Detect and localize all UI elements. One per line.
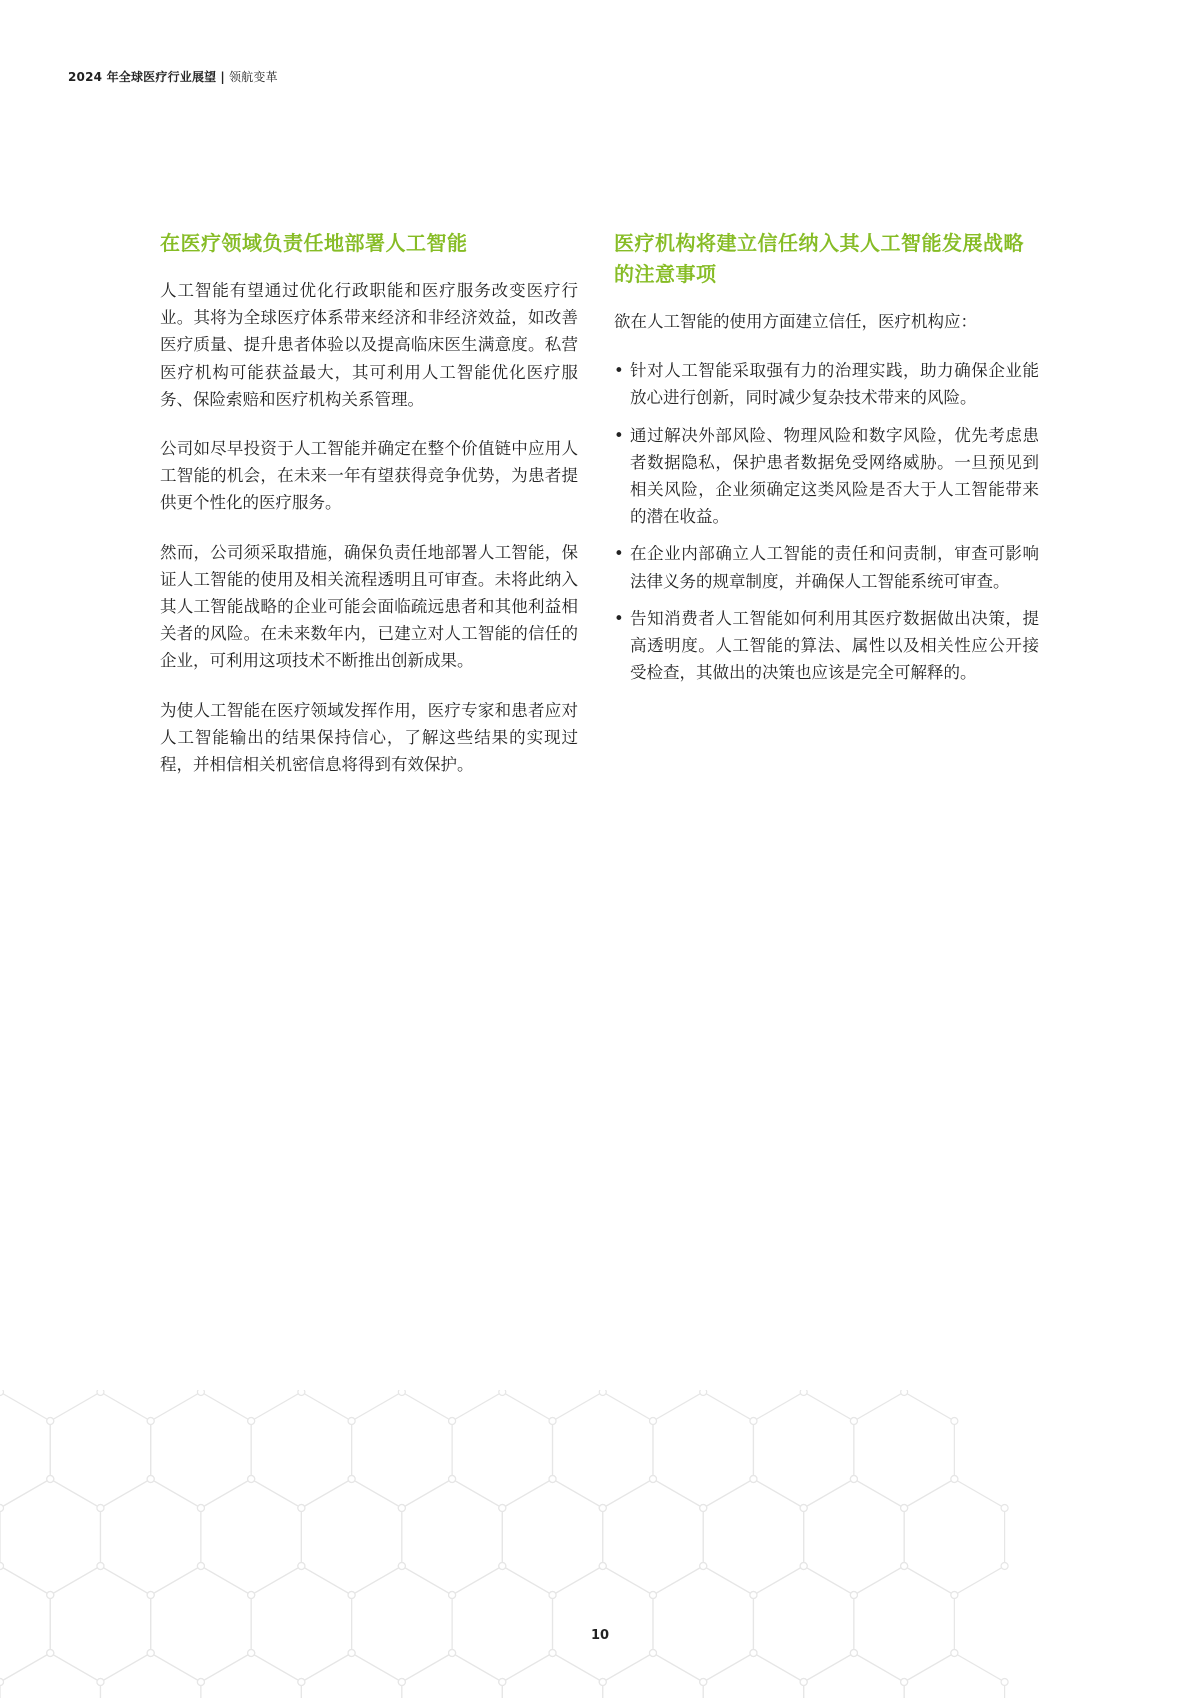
hex-node: [97, 1679, 104, 1686]
hex-node: [1001, 1563, 1008, 1570]
hex-node: [800, 1563, 807, 1570]
list-item-text: 通过解决外部风险、物理风险和数字风险，优先考虑患者数据隐私，保护患者数据免受网络威胁。一旦预见到相关风险，企业须确定这类风险是否大于人工智能带来的潜在收益。: [630, 425, 1039, 527]
hex-node: [97, 1563, 104, 1570]
chapter-title: 领航变革: [228, 70, 278, 84]
hex-node: [800, 1390, 807, 1396]
hex-node: [901, 1505, 908, 1512]
hex-cell: [352, 1392, 452, 1508]
hex-cell: [0, 1566, 50, 1682]
hex-cell: [402, 1653, 502, 1698]
hex-node: [348, 1476, 355, 1483]
hex-node: [398, 1679, 405, 1686]
hex-node: [951, 1592, 958, 1599]
hex-node: [147, 1476, 154, 1483]
hex-cell: [603, 1653, 703, 1698]
section-heading-left: 在医疗领域负责任地部署人工智能: [160, 231, 468, 255]
hex-node: [850, 1418, 857, 1425]
section-heading-right: 医疗机构将建立信任纳入其人工智能发展战略的注意事项: [614, 231, 1024, 286]
hex-cell: [201, 1479, 301, 1595]
hex-node: [147, 1650, 154, 1657]
hex-node: [850, 1650, 857, 1657]
hex-node: [850, 1476, 857, 1483]
list-item: [614, 605, 1039, 687]
hex-node: [0, 1563, 4, 1570]
hex-node: [649, 1418, 656, 1425]
bullet-list: [614, 357, 1039, 686]
report-title: 2024 年全球医疗行业展望: [68, 70, 217, 84]
list-item: [614, 422, 1039, 531]
hex-node: [499, 1390, 506, 1396]
hex-node: [248, 1418, 255, 1425]
hex-cell: [251, 1392, 351, 1508]
hex-node: [951, 1418, 958, 1425]
hex-node: [599, 1679, 606, 1686]
running-header: [68, 68, 278, 85]
hex-cell: [352, 1566, 452, 1682]
bullet-icon: •: [614, 608, 624, 628]
hex-cell: [100, 1653, 200, 1698]
hex-node: [549, 1650, 556, 1657]
hex-cell: [0, 1479, 100, 1595]
hex-node: [398, 1563, 405, 1570]
hex-node: [800, 1679, 807, 1686]
hex-node: [298, 1390, 305, 1396]
hex-node: [97, 1505, 104, 1512]
hex-node: [449, 1476, 456, 1483]
hex-cell: [100, 1479, 200, 1595]
hex-node: [700, 1679, 707, 1686]
hex-node: [1001, 1679, 1008, 1686]
hex-node: [47, 1650, 54, 1657]
hex-node: [298, 1679, 305, 1686]
right-column: [614, 228, 1039, 696]
left-column: [160, 228, 578, 800]
hex-node: [449, 1650, 456, 1657]
hex-node: [951, 1650, 958, 1657]
hex-cell: [854, 1392, 954, 1508]
hex-node: [649, 1476, 656, 1483]
list-item: [614, 540, 1039, 594]
hex-node: [248, 1592, 255, 1599]
bullet-icon: •: [614, 361, 624, 381]
hex-node: [599, 1505, 606, 1512]
hex-cell: [703, 1653, 803, 1698]
hex-node: [649, 1650, 656, 1657]
intro-paragraph: 欲在人工智能的使用方面建立信任，医疗机构应：: [614, 312, 977, 331]
hex-node: [398, 1390, 405, 1396]
list-item-text: 告知消费者人工智能如何利用其医疗数据做出决策，提高透明度。人工智能的算法、属性以及相关性应公开接受检查，其做出的决策也应该是完全可解释的。: [630, 608, 1039, 683]
hex-node: [700, 1390, 707, 1396]
hex-node: [449, 1592, 456, 1599]
bullet-icon: •: [614, 425, 624, 445]
hex-node: [649, 1592, 656, 1599]
hex-node: [147, 1592, 154, 1599]
hex-node: [0, 1505, 4, 1512]
hex-node: [901, 1390, 908, 1396]
hex-node: [499, 1505, 506, 1512]
hex-node: [398, 1505, 405, 1512]
list-item-text: 在企业内部确立人工智能的责任和问责制，审查可影响法律义务的规章制度，并确保人工智能系统可审查。: [630, 544, 1039, 591]
paragraph: 为使人工智能在医疗领域发挥作用，医疗专家和患者应对人工智能输出的结果保持信心，了解这些结果的实现过程，并相信相关机密信息将得到有效保护。: [160, 700, 578, 775]
header-separator: |: [220, 70, 225, 84]
hex-node: [248, 1476, 255, 1483]
hex-node: [599, 1390, 606, 1396]
hex-node: [97, 1390, 104, 1396]
hex-node: [298, 1563, 305, 1570]
hex-cell: [452, 1392, 552, 1508]
hex-cell: [854, 1566, 954, 1682]
hex-node: [750, 1650, 757, 1657]
hex-node: [750, 1592, 757, 1599]
hex-node: [750, 1476, 757, 1483]
paragraph: 人工智能有望通过优化行政职能和医疗服务改变医疗行业。其将为全球医疗体系带来经济和非经济效益，如改善医疗质量、提升患者体验以及提高临床医生满意度。私营医疗机构可能获益最大，其可利用人工智能优化医疗服务、保险索赔和医疗机构关系管理。: [160, 281, 578, 409]
hex-node: [47, 1592, 54, 1599]
hex-cell: [50, 1566, 150, 1682]
hex-node: [0, 1390, 4, 1396]
hex-node: [850, 1592, 857, 1599]
hex-cell: [753, 1566, 853, 1682]
hex-node: [197, 1563, 204, 1570]
hex-node: [750, 1418, 757, 1425]
hex-cell: [50, 1392, 150, 1508]
hex-node: [147, 1418, 154, 1425]
hex-cell: [703, 1479, 803, 1595]
hex-node: [800, 1505, 807, 1512]
hex-cell: [201, 1653, 301, 1698]
hex-cell: [753, 1392, 853, 1508]
hex-node: [700, 1505, 707, 1512]
hex-cell: [553, 1392, 653, 1508]
hex-node: [549, 1592, 556, 1599]
list-item: [614, 357, 1039, 411]
hex-cell: [603, 1479, 703, 1595]
hex-cell: [251, 1566, 351, 1682]
hex-node: [599, 1563, 606, 1570]
hex-node: [248, 1650, 255, 1657]
hex-cell: [0, 1392, 50, 1508]
hex-pattern-background: [0, 1390, 1200, 1698]
hex-cell: [502, 1653, 602, 1698]
hex-node: [700, 1563, 707, 1570]
paragraph: 公司如尽早投资于人工智能并确定在整个价值链中应用人工智能的机会，在未来一年有望获得竞争优势，为患者提供更个性化的医疗服务。: [160, 439, 578, 513]
hex-node: [197, 1390, 204, 1396]
hex-cell: [301, 1479, 401, 1595]
hex-node: [901, 1679, 908, 1686]
hex-cell: [653, 1566, 753, 1682]
hex-cell: [553, 1566, 653, 1682]
hex-node: [901, 1563, 908, 1570]
hex-cell: [301, 1653, 401, 1698]
hex-cell: [904, 1653, 1004, 1698]
hex-node: [449, 1418, 456, 1425]
page-number: 10: [590, 1628, 610, 1643]
hex-node: [348, 1650, 355, 1657]
bullet-icon: •: [614, 544, 624, 564]
hex-node: [549, 1418, 556, 1425]
hex-node: [951, 1476, 958, 1483]
hex-cell: [502, 1479, 602, 1595]
hex-node: [47, 1418, 54, 1425]
hex-cell: [804, 1479, 904, 1595]
hex-cell: [653, 1392, 753, 1508]
hex-cell: [151, 1566, 251, 1682]
hex-node: [298, 1505, 305, 1512]
hex-cell: [452, 1566, 552, 1682]
list-item-text: 针对人工智能采取强有力的治理实践，助力确保企业能放心进行创新，同时减少复杂技术带来的风险。: [630, 361, 1039, 408]
hex-node: [499, 1563, 506, 1570]
hex-node: [549, 1476, 556, 1483]
hex-node: [499, 1679, 506, 1686]
hex-node: [0, 1679, 4, 1686]
hex-cell: [904, 1479, 1004, 1595]
hex-node: [47, 1476, 54, 1483]
paragraph: 然而，公司须采取措施，确保负责任地部署人工智能，保证人工智能的使用及相关流程透明且可审查。未将此纳入其人工智能战略的企业可能会面临疏远患者和其他利益相关者的风险。在未来数年内，已建立对人工智能的信任的企业，可利用这项技术不断推出创新成果。: [160, 542, 578, 671]
hex-cell: [0, 1653, 100, 1698]
hex-node: [348, 1418, 355, 1425]
hex-node: [197, 1679, 204, 1686]
hex-cell: [402, 1479, 502, 1595]
hex-node: [197, 1505, 204, 1512]
hex-cell: [804, 1653, 904, 1698]
hex-cell: [151, 1392, 251, 1508]
hex-node: [348, 1592, 355, 1599]
hex-node: [1001, 1505, 1008, 1512]
